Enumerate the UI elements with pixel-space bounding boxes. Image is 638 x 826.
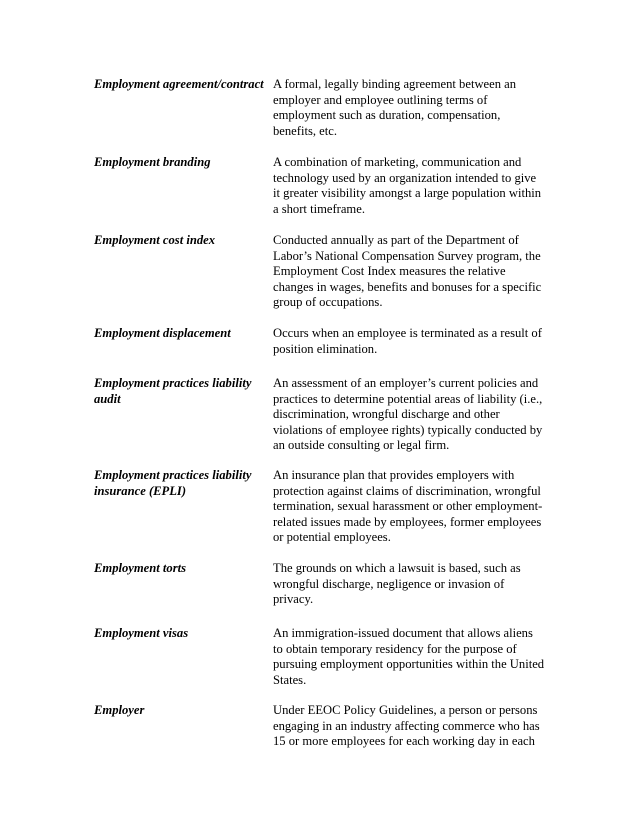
glossary-term — [94, 626, 266, 642]
definition-line: Conducted annually as part of the Department of — [273, 233, 519, 247]
definition-line: an outside consulting or legal firm. — [273, 438, 450, 453]
term-line: insurance (EPLI) — [94, 483, 187, 498]
definition-line: wrongful discharge, negligence or invasion of — [273, 576, 505, 591]
glossary-term — [94, 77, 266, 93]
definition-line: The grounds on which a lawsuit is based, such as — [273, 561, 521, 575]
definition-line: a short timeframe. — [273, 201, 365, 216]
glossary-definition — [273, 376, 551, 454]
glossary-term — [94, 326, 266, 342]
definition-line: group of occupations. — [273, 295, 383, 310]
definition-line: Occurs when an employee is terminated as a result of — [273, 326, 542, 340]
term-line: Employment practices liability — [94, 468, 252, 482]
definition-line: benefits, etc. — [273, 123, 337, 138]
definition-line: States. — [273, 672, 307, 687]
definition-line: it greater visibility amongst a large population within — [273, 186, 542, 201]
definition-line: pursuing employment opportunities within the United — [273, 657, 545, 672]
definition-line: related issues made by employees, former employees — [273, 514, 542, 529]
glossary-term — [94, 468, 266, 499]
term-line: Employment branding — [94, 155, 211, 169]
glossary-term — [94, 561, 266, 577]
term-line: Employment practices liability — [94, 376, 252, 390]
term-line: Employment displacement — [94, 326, 231, 340]
glossary-definition — [273, 233, 551, 311]
glossary-definition — [273, 468, 551, 546]
definition-line: An immigration-issued document that allows aliens — [273, 626, 533, 640]
glossary-definition — [273, 703, 551, 750]
term-line: Employment agreement/contract — [94, 77, 264, 91]
definition-line: Labor’s National Compensation Survey program, the — [273, 248, 541, 263]
definition-line: or potential employees. — [273, 530, 391, 545]
glossary-definition — [273, 561, 551, 608]
definition-line: discrimination, wrongful discharge and other — [273, 407, 500, 422]
definition-line: employer and employee outlining terms of — [273, 92, 488, 107]
glossary-definition — [273, 626, 551, 688]
definition-line: changes in wages, benefits and bonuses for a specific — [273, 279, 542, 294]
definition-line: An insurance plan that provides employers with — [273, 468, 515, 482]
definition-line: practices to determine potential areas of liability (i.e., — [273, 391, 543, 406]
glossary-term — [94, 155, 266, 171]
glossary-term — [94, 233, 266, 249]
term-line: audit — [94, 391, 121, 406]
glossary-term — [94, 376, 266, 407]
definition-line: to obtain temporary residency for the purpose of — [273, 641, 517, 656]
term-line: Employment cost index — [94, 233, 216, 247]
definition-line: employment such as duration, compensation, — [273, 108, 501, 123]
definition-line: 15 or more employees for each working day in each — [273, 734, 535, 749]
definition-line: Employment Cost Index measures the relative — [273, 264, 506, 279]
definition-line: engaging in an industry affecting commerce who has — [273, 718, 540, 733]
term-line: Employer — [94, 703, 145, 717]
glossary-definition — [273, 155, 551, 217]
definition-line: privacy. — [273, 592, 314, 607]
glossary-definition — [273, 77, 551, 139]
definition-line: technology used by an organization intended to give — [273, 170, 537, 185]
definition-line: protection against claims of discrimination, wrongful — [273, 483, 541, 498]
definition-line: An assessment of an employer’s current policies and — [273, 376, 539, 390]
term-line: Employment torts — [94, 561, 187, 575]
definition-line: position elimination. — [273, 341, 378, 356]
definition-line: Under EEOC Policy Guidelines, a person or persons — [273, 703, 538, 717]
definition-line: termination, sexual harassment or other employment- — [273, 499, 543, 514]
glossary-term — [94, 703, 266, 719]
definition-line: violations of employee rights) typically conducted by — [273, 422, 543, 437]
term-line: Employment visas — [94, 626, 189, 640]
definition-line: A formal, legally binding agreement between an — [273, 77, 517, 91]
definition-line: A combination of marketing, communication and — [273, 155, 522, 169]
glossary-definition — [273, 326, 551, 357]
